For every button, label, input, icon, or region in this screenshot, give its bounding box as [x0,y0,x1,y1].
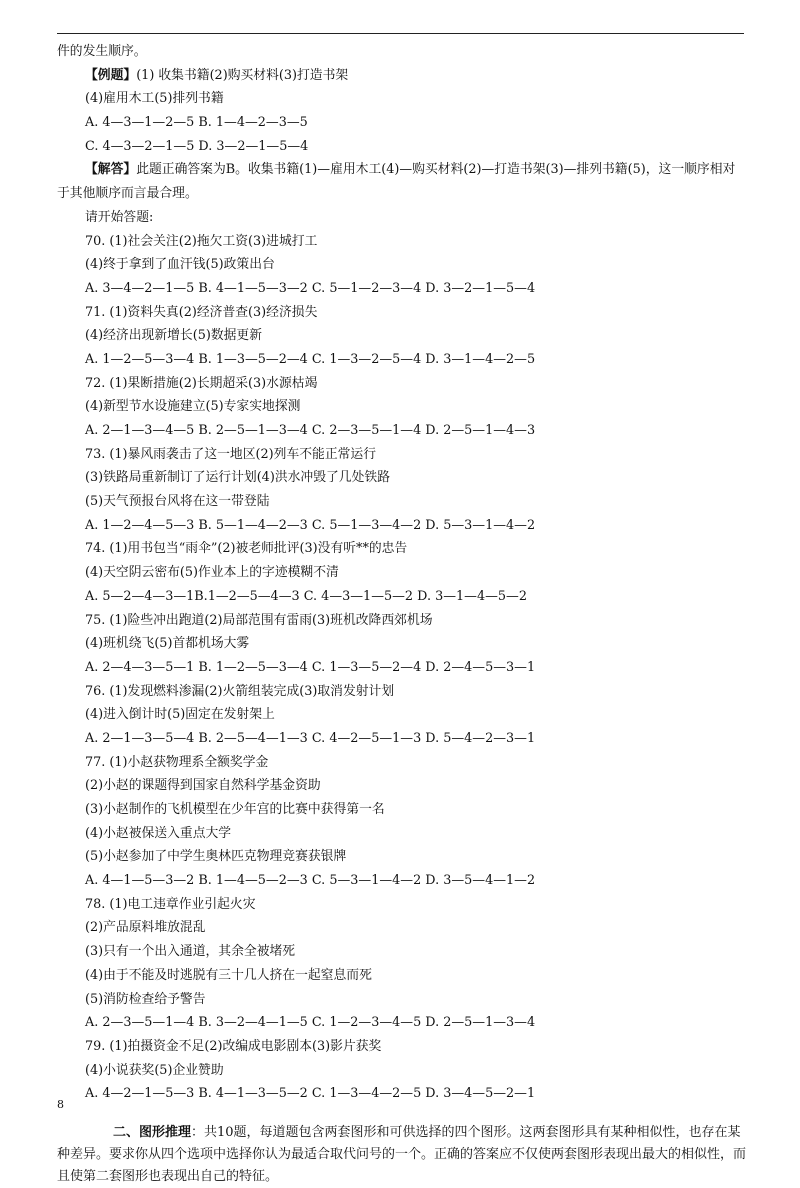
question-options: A. 1—2—5—3—4 B. 1—3—5—2—4 C. 1—3—2—5—4 D. 3—1—4—2—5 [85,351,536,367]
question-options: A. 4—1—5—3—2 B. 1—4—5—2—3 C. 5—3—1—4—2 D. 3—5—4—1—2 [85,873,536,889]
question-options: A. 2—3—5—1—4 B. 3—2—4—1—5 C. 1—2—3—4—5 D. 2—5—1—3—4 [85,1015,536,1031]
example-text-1: (1) 收集书籍(2)购买材料(3)打造书架 [136,67,349,83]
question-line: (5)小赵参加了中学生奥林匹克物理竞赛获银牌 [85,849,347,865]
question-line: 74. (1)用书包当“雨伞”(2)被老师批评(3)没有听**的忠告 [85,541,408,557]
start-prompt: 请开始答题: [85,209,154,225]
question-list [57,230,747,1106]
example-line-2: (4)雇用木工(5)排列书籍 [85,91,224,107]
page-number: 8 [57,1098,64,1111]
question-line: (4)新型节水设施建立(5)专家实地探测 [85,399,301,415]
question-line: 73. (1)暴风雨袭击了这一地区(2)列车不能正常运行 [85,446,377,462]
question-line: (3)铁路局重新制订了运行计划(4)洪水冲毁了几处铁路 [85,470,390,486]
question-line: 72. (1)果断措施(2)长期超采(3)水源枯竭 [85,375,318,391]
question-line: (4)终于拿到了血汗钱(5)政策出台 [85,257,275,273]
question-line: 77. (1)小赵获物理系全额奖学金 [85,754,269,770]
question-options: A. 2—1—3—4—5 B. 2—5—1—3—4 C. 2—3—5—1—4 D. 2—5—1—4—3 [85,423,536,439]
question-line: (3)只有一个出入通道，其余全被堵死 [85,944,296,960]
answer-paragraph [57,158,747,205]
example-options-2: C. 4—3—2—1—5 D. 3—2—1—5—4 [85,138,309,154]
answer-label: 【解答】 [85,162,137,178]
question-line: 76. (1)发现燃料渗漏(2)火箭组装完成(3)取消发射计划 [85,683,395,699]
question-line: (4)经济出现新增长(5)数据更新 [85,328,263,344]
question-options: A. 3—4—2—1—5 B. 4—1—5—3—2 C. 5—1—2—3—4 D. 3—2—1—5—4 [85,280,536,296]
question-options: A. 2—1—3—5—4 B. 2—5—4—1—3 C. 4—2—5—1—3 D. 5—4—2—3—1 [85,730,536,746]
example-line-1 [57,64,747,88]
example-options-1: A. 4—3—1—2—5 B. 1—4—2—3—5 [85,115,308,131]
question-line: 75. (1)险些冲出跑道(2)局部范围有雷雨(3)班机改降西郊机场 [85,612,433,628]
header-rule [57,33,744,34]
question-options: A. 5—2—4—3—1B.1—2—5—4—3 C. 4—3—1—5—2 D. 3—1—4—5—2 [85,588,527,604]
question-line: 70. (1)社会关注(2)拖欠工资(3)进城打工 [85,233,318,249]
section-2-title: 二、图形推理 [113,1124,192,1140]
spacer [57,1106,747,1122]
section-2-text: ：共10题，每道题包含两套图形和可供选择的四个图形。这两套图形具有某种相似性，也存在某种差异。要求你从四个选项中选择你认为最适合取代问号的一个。正确的答案应不仅使两套图形表现出最大的相似性，而且使第二套图形也表现出自己的特征。 [57,1124,747,1184]
question-options: A. 1—2—4—5—3 B. 5—1—4—2—3 C. 5—1—3—4—2 D. 5—3—1—4—2 [85,517,536,533]
question-line: 78. (1)电工违章作业引起火灾 [85,896,256,912]
question-line: (4)小说获奖(5)企业赞助 [85,1062,224,1078]
document-body [57,40,747,1188]
question-line: (2)产品原料堆放混乱 [85,920,206,936]
question-line: (4)进入倒计时(5)固定在发射架上 [85,707,275,723]
question-line: 79. (1)拍摄资金不足(2)改编成电影剧本(3)影片获奖 [85,1038,382,1054]
question-options: A. 2—4—3—5—1 B. 1—2—5—3—4 C. 1—3—5—2—4 D. 2—4—5—3—1 [85,659,536,675]
question-line: (4)班机绕飞(5)首都机场大雾 [85,636,250,652]
question-line: (5)消防检查给予警告 [85,991,206,1007]
example-label: 【例题】 [85,67,137,83]
question-options: A. 4—2—1—5—3 B. 4—1—3—5—2 C. 1—3—4—2—5 D. 3—4—5—2—1 [85,1086,536,1102]
question-line: (4)小赵被保送入重点大学 [85,825,232,841]
intro-tail: 件的发生顺序。 [57,44,147,59]
question-line: (5)天气预报台风将在这一带登陆 [85,494,270,510]
question-line: (2)小赵的课题得到国家自然科学基金资助 [85,778,321,794]
question-line: (4)由于不能及时逃脱有三十几人挤在一起窒息而死 [85,967,372,983]
answer-text: 此题正确答案为B。收集书籍(1)—雇用木工(4)—购买材料(2)—打造书架(3)—排列书籍(5)，这一顺序相对于其他顺序而言最合理。 [57,162,736,202]
question-line: (3)小赵制作的飞机模型在少年宫的比赛中获得第一名 [85,802,385,818]
question-line: (4)天空阴云密布(5)作业本上的字迹模糊不清 [85,565,339,581]
question-line: 71. (1)资料失真(2)经济普查(3)经济损失 [85,304,318,320]
